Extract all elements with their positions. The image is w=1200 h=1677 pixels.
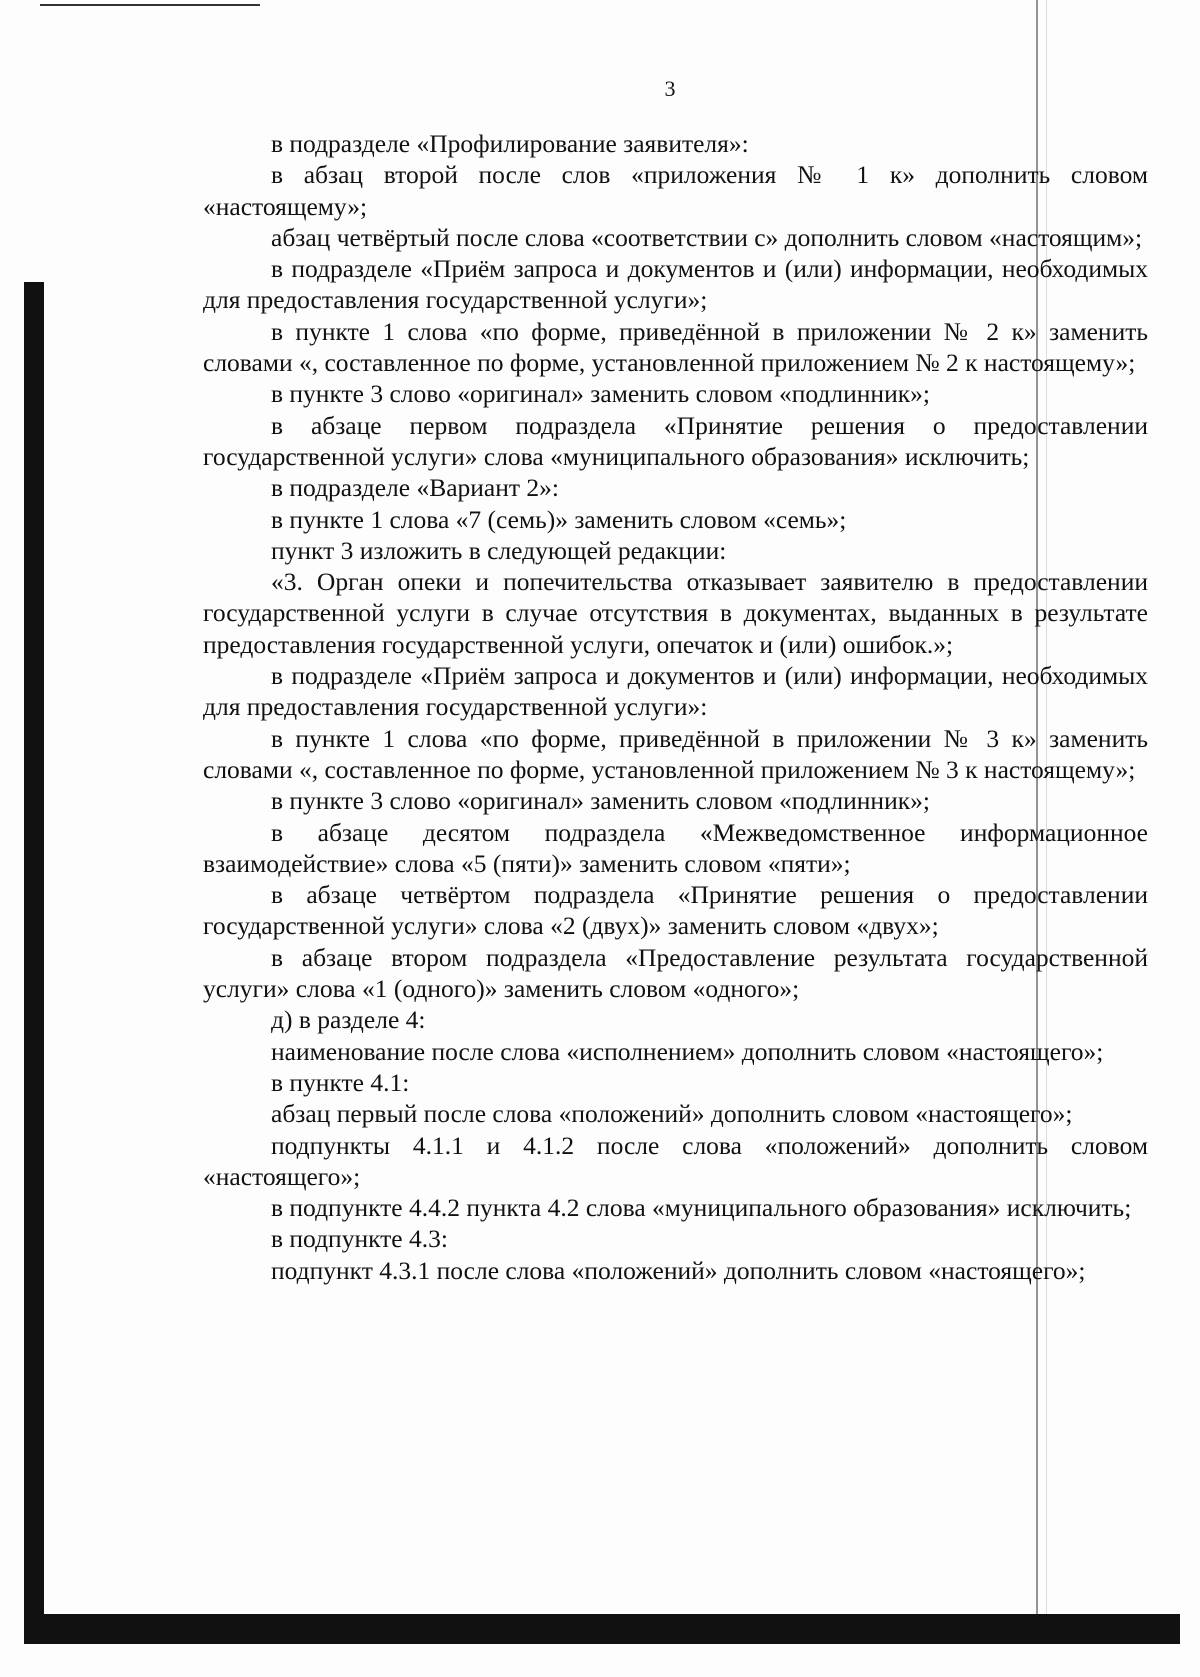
paragraph: абзац четвёртый после слова «соответствии с» дополнить словом «настоящим»; [271,222,1143,252]
paragraph: д) в разделе 4: [271,1005,426,1035]
paragraph: в подразделе «Приём запроса и документов и (или) информации, необходимых для предоставления государственной услуги»; [203,254,1148,315]
paragraph: «3. Орган опеки и попечительства отказывает заявителю в предоставлении государственной услуги в случае отсутствия в документах, выданных в результате предоставления государственной услуги, опечаток и (или) ошибок.»; [203,567,1148,659]
paragraph: в абзаце четвёртом подраздела «Принятие решения о предоставлении государственной услуги» слова «2 (двух)» заменить словом «двух»; [203,880,1148,941]
paragraph: в подразделе «Профилирование заявителя»: [271,129,749,158]
paragraph: в пункте 4.1: [271,1067,410,1097]
scan-artifact-bottom-edge [24,1614,1180,1644]
paragraph: в подразделе «Вариант 2»: [271,473,559,503]
paragraph: в пункте 3 слово «оригинал» заменить словом «подлинник»; [271,786,930,816]
paragraph: в абзаце первом подраздела «Принятие решения о предоставлении государственной услуги» слова «муниципального образования» исключить; [203,410,1148,471]
paragraph: в пункте 3 слово «оригинал» заменить словом «подлинник»; [271,379,930,409]
scan-artifact-top-line [40,4,260,6]
paragraph: пункт 3 изложить в следующей редакции: [271,535,727,565]
paragraph: наименование после слова «исполнением» дополнить словом «настоящего»; [271,1036,1104,1066]
paragraph: в абзаце втором подраздела «Предоставление результата государственной услуги» слова «1 (одного)» заменить словом «одного»; [203,942,1148,1004]
paragraph: подпункт 4.3.1 после слова «положений» дополнить словом «настоящего»; [271,1255,1086,1285]
scan-artifact-left-edge [24,282,44,1644]
paragraph: в подпункте 4.4.2 пункта 4.2 слова «муниципального образования» исключить; [271,1193,1132,1223]
paragraph: абзац первый после слова «положений» дополнить словом «настоящего»; [271,1099,1073,1129]
paragraph: в пункте 1 слова «по форме, приведённой в приложении № 2 к» заменить словами «, составленное по форме, установленной приложением № 2 к настоящему»; [203,316,1148,378]
paragraph: в подразделе «Приём запроса и документов и (или) информации, необходимых для предоставления государственной услуги»: [203,661,1148,722]
paragraph: в абзац второй после слов «приложения № 1 к» дополнить словом «настоящему»; [203,160,1148,221]
paragraph: в абзаце десятом подраздела «Межведомственное информационное взаимодействие» слова «5 (пяти)» заменить словом «пяти»; [203,817,1148,878]
paragraph: в пункте 1 слова «7 (семь)» заменить словом «семь»; [271,504,847,534]
document-body [203,128,1148,1286]
paragraph: в подпункте 4.3: [271,1224,448,1254]
paragraph: в пункте 1 слова «по форме, приведённой в приложении № 3 к» заменить словами «, составленное по форме, установленной приложением № 3 к настоящему»; [203,723,1148,784]
page-number: 3 [664,76,676,101]
paragraph: подпункты 4.1.1 и 4.1.2 после слова «положений» дополнить словом «настоящего»; [203,1130,1148,1191]
